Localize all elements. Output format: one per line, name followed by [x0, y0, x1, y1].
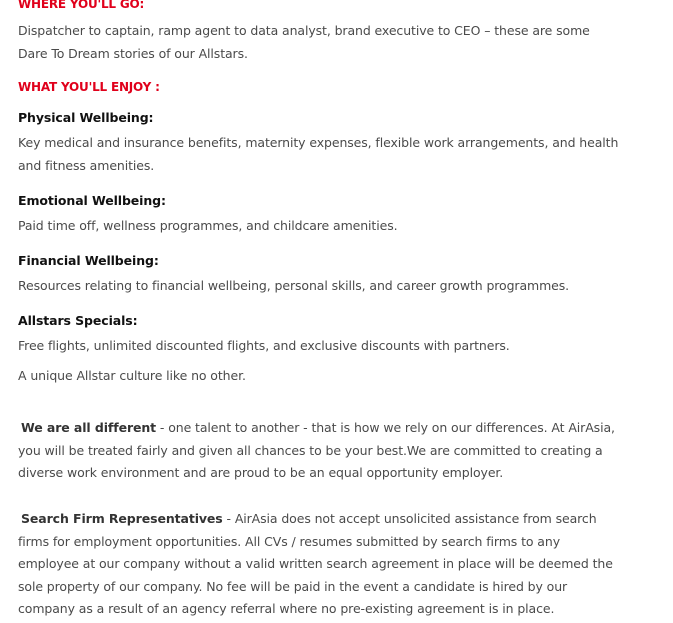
physical-wellbeing-title: Physical Wellbeing: — [18, 110, 154, 125]
we-are-all-different-lead: We are all different — [21, 420, 157, 435]
allstar-culture-text: A unique Allstar culture like no other. — [18, 368, 246, 383]
emotional-wellbeing-text: Paid time off, wellness programmes, and childcare amenities. — [18, 218, 398, 233]
emotional-wellbeing-title: Emotional Wellbeing: — [18, 193, 166, 208]
where-youll-go-heading: WHERE YOU'LL GO: — [18, 0, 145, 11]
we-are-all-different-text: - one talent to another - that is how we rely on our differences. At AirAsia, you will be treated fairly and given all chances to be your best.We are committed to creating a diverse work environment and are proud to be an equal opportunity employer. — [18, 420, 615, 480]
allstars-specials-text: Free flights, unlimited discounted flights, and exclusive discounts with partners. — [18, 338, 510, 353]
where-youll-go-text: Dispatcher to captain, ramp agent to data analyst, brand executive to CEO – these are some Dare To Dream stories of our Allstars. — [18, 23, 590, 61]
search-firm-lead: Search Firm Representatives — [21, 511, 223, 526]
search-firm-paragraph — [18, 508, 624, 621]
financial-wellbeing-title: Financial Wellbeing: — [18, 253, 159, 268]
search-firm-text: - AirAsia does not accept unsolicited assistance from search firms for employment opportunities. All CVs / resumes submitted by search firms to any employee at our company without a valid written search agreement in place will be deemed the sole property of our company. No fee will be paid in the event a candidate is hired by our company as a result of an agency referral where no pre-existing agreement is in place. — [18, 511, 613, 616]
financial-wellbeing-text: Resources relating to financial wellbeing, personal skills, and career growth programmes. — [18, 278, 570, 293]
allstars-specials-title: Allstars Specials: — [18, 313, 138, 328]
what-youll-enjoy-heading: WHAT YOU'LL ENJOY : — [18, 80, 160, 94]
we-are-all-different-paragraph — [18, 417, 624, 485]
physical-wellbeing-text: Key medical and insurance benefits, maternity expenses, flexible work arrangements, and health and fitness amenities. — [18, 135, 619, 173]
